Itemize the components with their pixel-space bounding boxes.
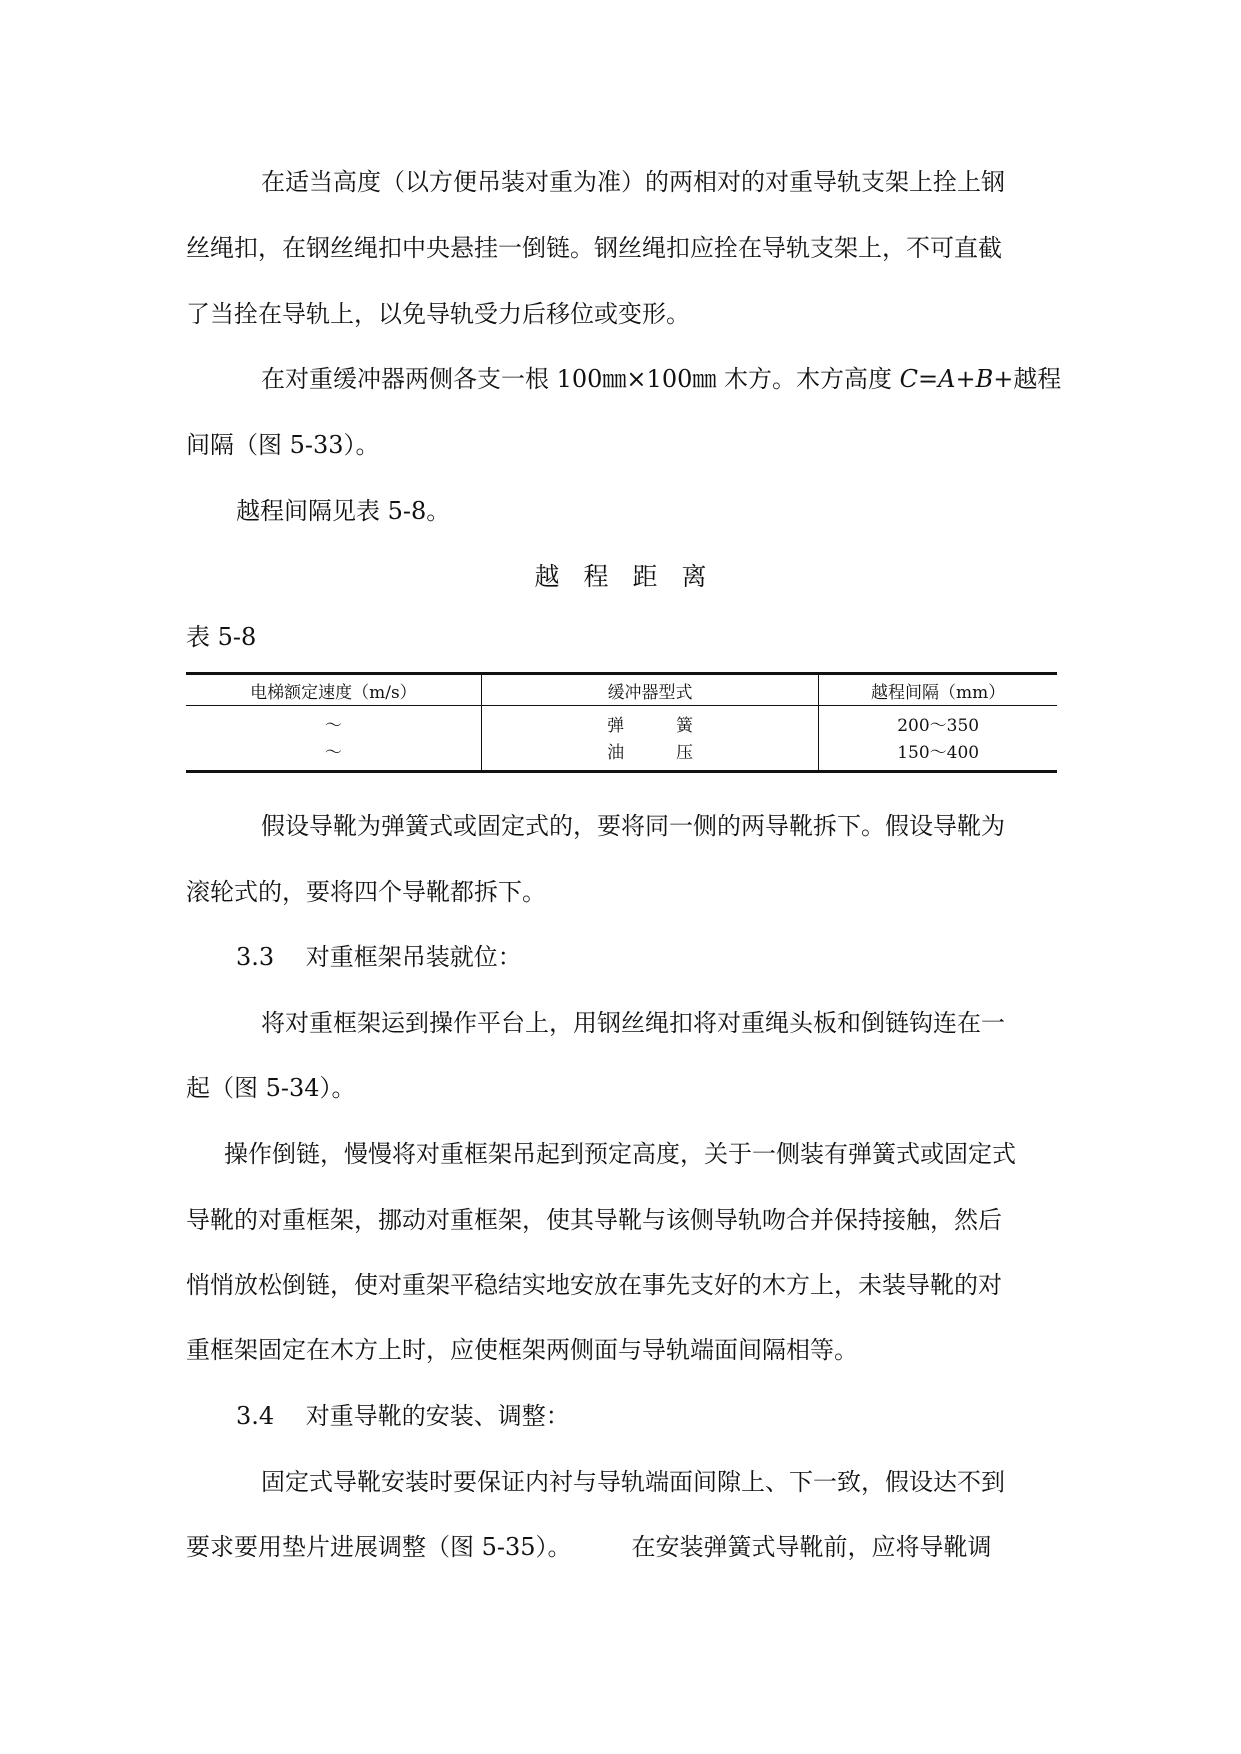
table-cell: 油压 (481, 737, 819, 772)
formula-b: B (975, 365, 994, 393)
p6-line-2: 导靴的对重框架，挪动对重框架，使其导靴与该侧导轨吻合并保持接触，然后 (186, 1206, 1002, 1234)
formula-c: C (899, 365, 918, 393)
section-heading-3-4: 3.4 对重导靴的安装、调整： (236, 1402, 570, 1430)
p2-line-1: 在对重缓冲器两侧各支一根 100㎜×100㎜ 木方。木方高度 C=A+B+越程 (261, 365, 1062, 393)
p2-line-2: 间隔（图 5-33）。 (186, 431, 380, 459)
p6-line-1: 操作倒链，慢慢将对重框架吊起到预定高度，关于一侧装有弹簧式或固定式 (224, 1140, 1016, 1168)
p6-line-3: 悄悄放松倒链，使对重架平稳结实地安放在事先支好的木方上，未装导靴的对 (186, 1271, 1002, 1299)
p5-line-2: 起（图 5-34）。 (186, 1074, 356, 1102)
p7-line-1: 固定式导靴安装时要保证内衬与导轨端面间隙上、下一致，假设达不到 (261, 1468, 1005, 1496)
table-cell: 150～400 (819, 737, 1057, 772)
col-header-speed: 电梯额定速度（m/s） (186, 674, 481, 706)
p7-line-2: 要求要用垫片进展调整（图 5-35）。 在安装弹簧式导靴前，应将导靴调 (186, 1533, 992, 1561)
table-cell: ～ (324, 743, 342, 763)
formula-a: A (938, 365, 956, 393)
section-heading-3-3: 3.3 对重框架吊装就位： (236, 943, 522, 971)
table-cell: 200～350 (819, 706, 1057, 738)
table-row (186, 706, 1057, 738)
table-row (186, 737, 1057, 772)
p1-line-2: 丝绳扣，在钢丝绳扣中央悬挂一倒链。钢丝绳扣应拴在导轨支架上，不可直截 (186, 234, 1002, 262)
table-cell: ～ (324, 716, 342, 736)
p1-line-3: 了当拴在导轨上，以免导轨受力后移位或变形。 (186, 300, 690, 328)
col-header-distance: 越程间隔（mm） (819, 674, 1057, 706)
p1-line-1: 在适当高度（以方便吊装对重为准）的两相对的对重导轨支架上拴上钢 (261, 168, 1005, 196)
overtravel-table (186, 672, 1057, 773)
table-cell: 弹簧 (481, 706, 819, 738)
p3-line: 越程间隔见表 5-8。 (236, 497, 451, 525)
p4-line-1: 假设导靴为弹簧式或固定式的，要将同一侧的两导靴拆下。假设导靴为 (261, 812, 1005, 840)
p4-line-2: 滚轮式的，要将四个导靴都拆下。 (186, 878, 546, 906)
p6-line-4: 重框架固定在木方上时，应使框架两侧面与导轨端面间隔相等。 (186, 1336, 858, 1364)
table-label: 表 5-8 (186, 623, 257, 651)
col-header-buffer-type: 缓冲器型式 (481, 674, 819, 706)
table-title: 越程距离 (534, 562, 731, 591)
table-header-row (186, 674, 1057, 706)
p5-line-1: 将对重框架运到操作平台上，用钢丝绳扣将对重绳头板和倒链钩连在一 (261, 1009, 1005, 1037)
